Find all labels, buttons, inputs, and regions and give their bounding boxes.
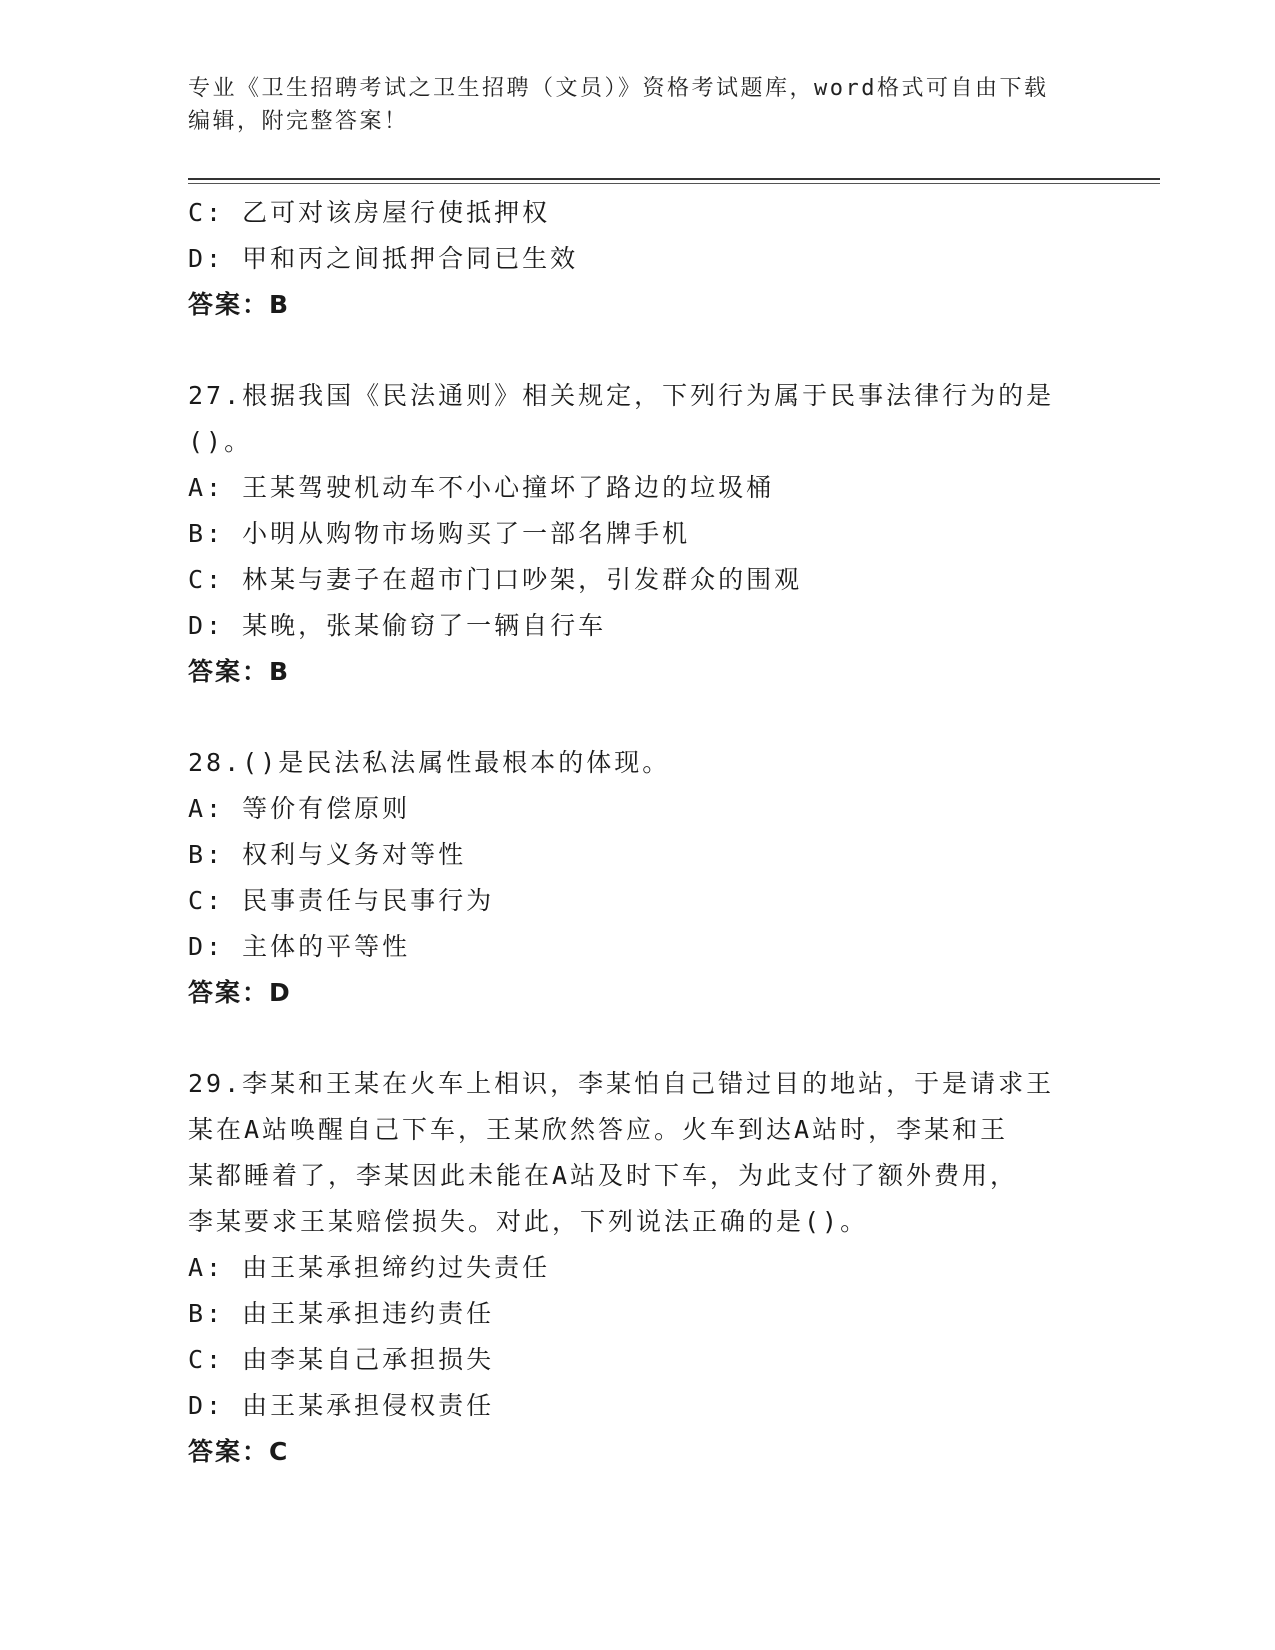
header-divider-thin <box>188 183 1160 184</box>
option-c: C: 由李某自己承担损失 <box>188 1345 495 1374</box>
option-d: D: 甲和丙之间抵押合同已生效 <box>188 244 579 273</box>
option-d: D: 由王某承担侵权责任 <box>188 1391 495 1420</box>
question-stem: 27.根据我国《民法通则》相关规定，下列行为属于民事法律行为的是 <box>188 381 1055 410</box>
option-b: B: 由王某承担违约责任 <box>188 1299 495 1328</box>
header-divider-thick <box>188 178 1160 180</box>
option-d: D: 主体的平等性 <box>188 932 411 961</box>
option-c: C: 民事责任与民事行为 <box>188 886 495 915</box>
option-d: D: 某晚，张某偷窃了一辆自行车 <box>188 611 607 640</box>
question-stem: 29.李某和王某在火车上相识，李某怕自己错过目的地站，于是请求王 <box>188 1069 1055 1098</box>
question-stem-cont: 某都睡着了，李某因此未能在A站及时下车，为此支付了额外费用， <box>188 1161 1019 1190</box>
option-b: B: 权利与义务对等性 <box>188 840 467 869</box>
answer-line: 答案：B <box>188 290 291 319</box>
answer-line: 答案：C <box>188 1437 290 1466</box>
question-28 <box>188 740 1088 1016</box>
option-c: C: 乙可对该房屋行使抵押权 <box>188 198 551 227</box>
question-29 <box>188 1061 1088 1475</box>
question-stem-cont: 某在A站唤醒自己下车，王某欣然答应。火车到达A站时，李某和王 <box>188 1115 1009 1144</box>
question-stem-cont: ()。 <box>188 427 253 456</box>
header-line-2: 编辑，附完整答案！ <box>188 109 409 134</box>
question-list <box>188 190 1088 1475</box>
question-27 <box>188 373 1088 695</box>
question-stem-cont: 李某要求王某赔偿损失。对此，下列说法正确的是()。 <box>188 1207 869 1236</box>
option-a: A: 等价有偿原则 <box>188 794 411 823</box>
question-26-continued <box>188 190 1088 328</box>
option-a: A: 王某驾驶机动车不小心撞坏了路边的垃圾桶 <box>188 473 775 502</box>
question-stem: 28.()是民法私法属性最根本的体现。 <box>188 748 671 777</box>
spacer <box>188 695 1088 740</box>
answer-line: 答案：D <box>188 978 292 1007</box>
spacer <box>188 328 1088 373</box>
option-c: C: 林某与妻子在超市门口吵架，引发群众的围观 <box>188 565 803 594</box>
answer-line: 答案：B <box>188 657 291 686</box>
document-header <box>188 72 1068 138</box>
spacer <box>188 1016 1088 1061</box>
header-line-1: 专业《卫生招聘考试之卫生招聘（文员）》资格考试题库，word格式可自由下载 <box>188 76 1049 101</box>
option-b: B: 小明从购物市场购买了一部名牌手机 <box>188 519 691 548</box>
option-a: A: 由王某承担缔约过失责任 <box>188 1253 551 1282</box>
